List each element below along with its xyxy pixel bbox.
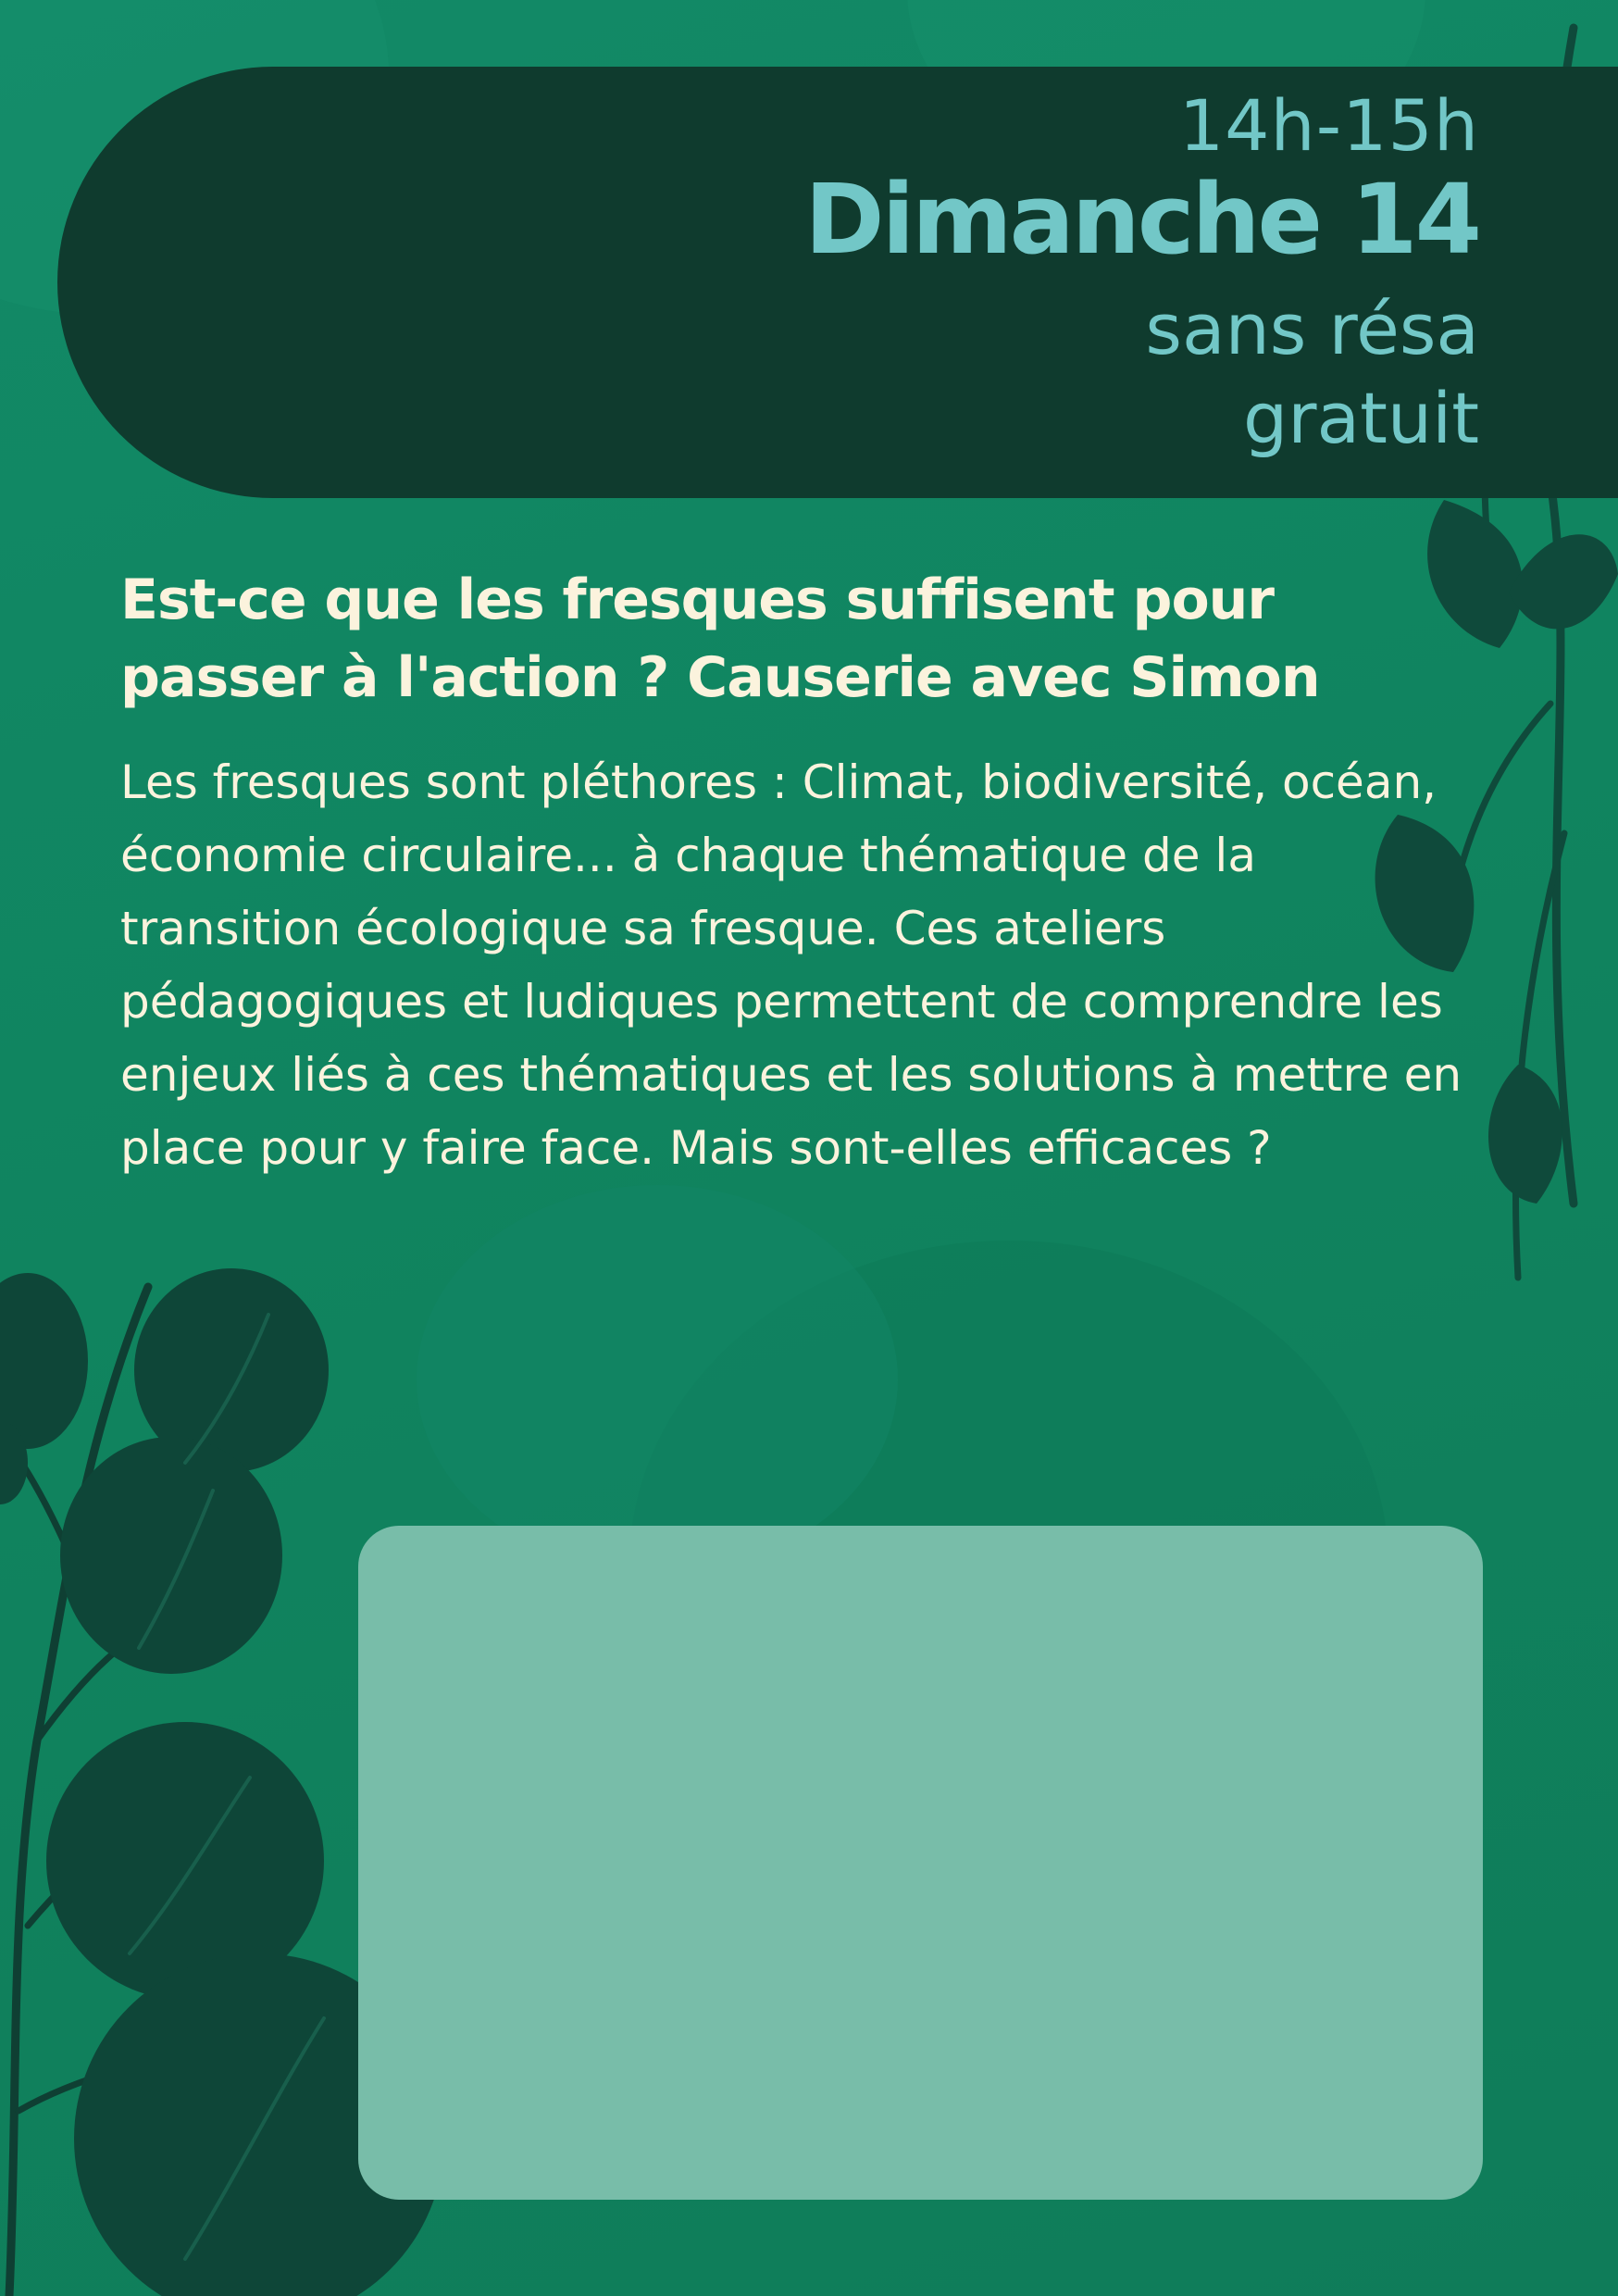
background-blob bbox=[417, 1185, 898, 1574]
image-placeholder-panel bbox=[358, 1526, 1483, 2200]
booking-info: sans résa bbox=[1145, 288, 1479, 370]
event-title: Est-ce que les fresques suffisent pour passer à l'action ? Causerie avec Simon bbox=[120, 568, 1320, 710]
event-day: Dimanche 14 bbox=[804, 163, 1479, 276]
event-description: Les fresques sont pléthores : Climat, biodiversité, océan, économie circulaire... à chaque thématique de la transition écologique sa fresque. Ces ateliers pédagogiques et ludiques permettent de comprendre les enjeux liés à ces thématiques et les solutions à mettre en place pour y faire face. Mais sont-elles efficaces ? bbox=[120, 755, 1462, 1175]
price-info: gratuit bbox=[1243, 377, 1479, 459]
event-time: 14h-15h bbox=[1178, 84, 1479, 167]
